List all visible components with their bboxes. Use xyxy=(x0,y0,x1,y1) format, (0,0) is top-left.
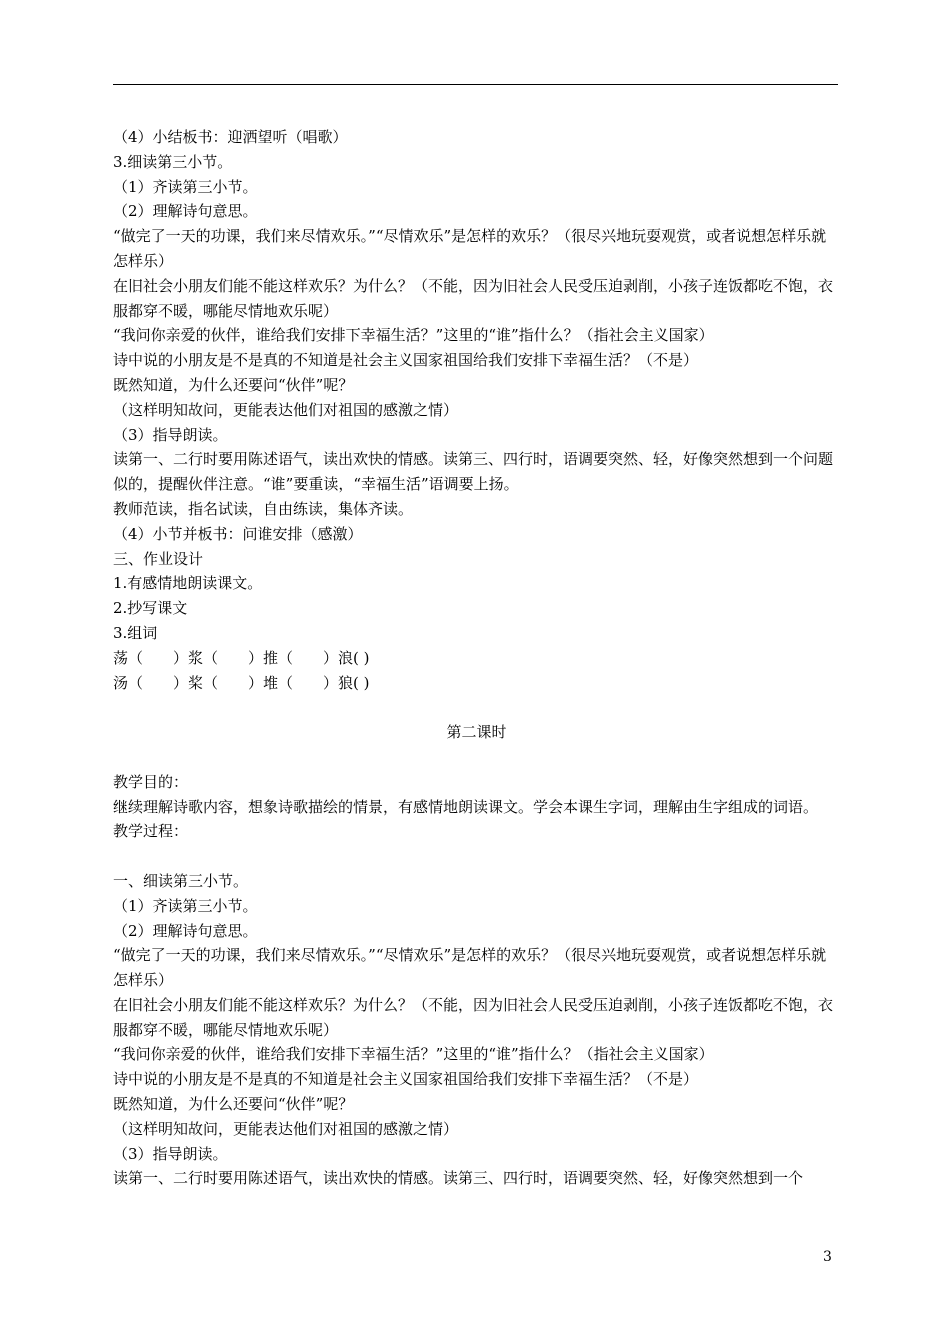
paragraph: 既然知道，为什么还要问“伙伴”呢？ xyxy=(113,375,354,394)
paragraph: 在旧社会小朋友们能不能这样欢乐？为什么？（不能，因为旧社会人民受压迫剥削，小孩子连饭都吃不饱，衣服都穿不暖，哪能尽情地欢乐呢） xyxy=(113,995,834,1039)
header-rule xyxy=(113,84,838,85)
paragraph: 诗中说的小朋友是不是真的不知道是社会主义国家祖国给我们安排下幸福生活？（不是） xyxy=(113,351,699,370)
paragraph: （这样明知故问，更能表达他们对祖国的感激之情） xyxy=(113,400,459,419)
spacer xyxy=(113,695,840,720)
spacer xyxy=(113,844,840,869)
word-exercise-row: 汤（ ）桨（ ）堆（ ）狼( ) xyxy=(113,673,370,692)
paragraph: 诗中说的小朋友是不是真的不知道是社会主义国家祖国给我们安排下幸福生活？（不是） xyxy=(113,1070,699,1089)
paragraph: “我问你亲爱的伙伴，谁给我们安排下幸福生活？”这里的“谁”指什么？（指社会主义国家） xyxy=(113,1045,714,1064)
paragraph: 一、细读第三小节。 xyxy=(113,871,249,890)
paragraph: 教学过程： xyxy=(113,822,189,841)
paragraph: “做完了一天的功课，我们来尽情欢乐。”“尽情欢乐”是怎样的欢乐？（很尽兴地玩耍观赏，或者说想怎样乐就怎样乐） xyxy=(113,227,827,270)
paragraph: （4）小结板书：迎洒望听（唱歌） xyxy=(113,128,348,146)
paragraph: 读第一、二行时要用陈述语气，读出欢快的情感。读第三、四行时，语调要突然、轻，好像突然想到一个问题似的，提醒伙伴注意。“谁”要重读，“幸福生活”语调要上扬。 xyxy=(113,450,834,494)
page-number: 3 xyxy=(823,1249,832,1265)
paragraph: 3.细读第三小节。 xyxy=(113,152,233,171)
paragraph: 2.抄写课文 xyxy=(113,599,188,618)
paragraph: （1）齐读第三小节。 xyxy=(113,177,258,196)
paragraph: （2）理解诗句意思。 xyxy=(113,921,258,940)
section-3 xyxy=(113,869,840,1191)
paragraph: （3）指导朗读。 xyxy=(113,425,228,444)
paragraph: （4）小节并板书：问谁安排（感激） xyxy=(113,524,363,543)
paragraph: 教学目的： xyxy=(113,772,189,791)
document-body xyxy=(113,125,840,1191)
paragraph: （这样明知故问，更能表达他们对祖国的感激之情） xyxy=(113,1119,459,1138)
paragraph: 既然知道，为什么还要问“伙伴”呢？ xyxy=(113,1095,354,1114)
paragraph: 教师范读，指名试读，自由练读，集体齐读。 xyxy=(113,499,414,518)
lesson-title: 第二课时 xyxy=(446,723,507,742)
paragraph: （1）齐读第三小节。 xyxy=(113,896,258,915)
paragraph: 在旧社会小朋友们能不能这样欢乐？为什么？（不能，因为旧社会人民受压迫剥削，小孩子连饭都吃不饱，衣服都穿不暖，哪能尽情地欢乐呢） xyxy=(113,276,834,320)
paragraph: “我问你亲爱的伙伴，谁给我们安排下幸福生活？”这里的“谁”指什么？（指社会主义国家） xyxy=(113,326,714,345)
paragraph: 1.有感情地朗读课文。 xyxy=(113,574,263,593)
paragraph: （2）理解诗句意思。 xyxy=(113,202,258,221)
paragraph: 三、作业设计 xyxy=(113,549,204,568)
paragraph: “做完了一天的功课，我们来尽情欢乐。”“尽情欢乐”是怎样的欢乐？（很尽兴地玩耍观赏，或者说想怎样乐就怎样乐） xyxy=(113,946,827,990)
section-1 xyxy=(113,125,840,695)
spacer xyxy=(113,745,840,770)
section-2 xyxy=(113,770,840,844)
paragraph: 继续理解诗歌内容，想象诗歌描绘的情景，有感情地朗读课文。学会本课生字词，理解由生字组成的词语。 xyxy=(113,797,819,816)
paragraph: 读第一、二行时要用陈述语气，读出欢快的情感。读第三、四行时，语调要突然、轻，好像突然想到一个 xyxy=(113,1169,804,1188)
paragraph: （3）指导朗读。 xyxy=(113,1144,228,1163)
word-exercise-row: 荡（ ）浆（ ）推（ ）浪( ) xyxy=(113,648,370,667)
paragraph: 3.组词 xyxy=(113,623,158,642)
